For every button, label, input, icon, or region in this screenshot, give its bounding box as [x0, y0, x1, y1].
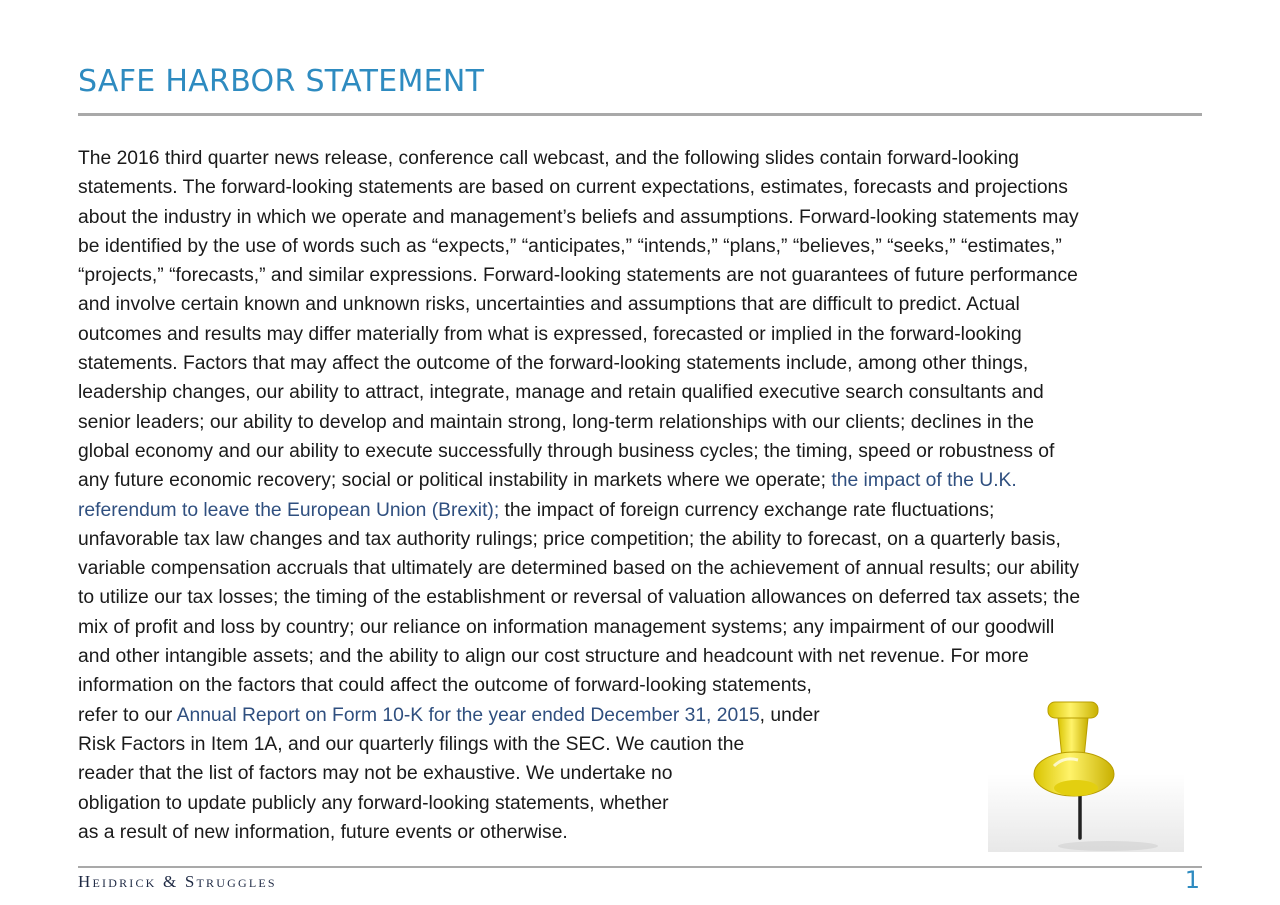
body-line: outcomes and results may differ materially from what is expressed, forecasted or implied in the forward-looking	[78, 323, 1022, 345]
body-line: global economy and our ability to execute successfully through business cycles; the timing, speed or robustness of	[78, 440, 1055, 462]
body-line: The 2016 third quarter news release, conference call webcast, and the following slides contain forward-looking	[78, 148, 1020, 169]
pushpin-image	[988, 696, 1184, 852]
title-divider	[78, 113, 1202, 116]
body-line: obligation to update publicly any forward-looking statements, whether	[78, 792, 669, 814]
body-line: as a result of new information, future events or otherwise.	[78, 821, 568, 843]
body-line: about the industry in which we operate and management’s beliefs and assumptions. Forward-looking statements may	[78, 206, 1079, 228]
body-line: statements. Factors that may affect the outcome of the forward-looking statements include, among other things,	[78, 353, 1029, 375]
company-logo: Heidrick & Struggles	[78, 872, 277, 891]
body-line: mix of profit and loss by country; our reliance on information management systems; any impairment of our goodwill	[78, 616, 1055, 638]
annual-report-link[interactable]: Annual Report on Form 10-K for the year ended December 31, 2015	[176, 704, 760, 726]
body-line	[78, 496, 1196, 525]
body-line: “projects,” “forecasts,” and similar expressions. Forward-looking statements are not guarantees of future performance	[78, 265, 1078, 287]
brexit-link-continued[interactable]: referendum to leave the European Union (Brexit);	[78, 499, 500, 521]
body-text-segment: , under	[759, 704, 820, 726]
body-line: variable compensation accruals that ultimately are determined based on the achievement of annual results; our ability	[78, 558, 1080, 580]
slide-title: SAFE HARBOR STATEMENT	[78, 64, 485, 99]
footer-divider	[78, 866, 1202, 868]
body-line: senior leaders; our ability to develop and maintain strong, long-term relationships with our clients; declines in the	[78, 411, 1035, 433]
body-line: leadership changes, our ability to attract, integrate, manage and retain qualified executive search consultants and	[78, 382, 1044, 404]
body-line: be identified by the use of words such as “expects,” “anticipates,” “intends,” “plans,” “believes,” “seeks,” “estimates,”	[78, 235, 1062, 257]
body-text-segment: the impact of foreign currency exchange rate fluctuations;	[499, 499, 995, 521]
body-line: information on the factors that could affect the outcome of forward-looking statements,	[78, 675, 812, 697]
body-line: to utilize our tax losses; the timing of the establishment or reversal of valuation allowances on deferred tax assets; the	[78, 587, 1081, 609]
body-text-segment: refer to our	[78, 704, 177, 726]
body-line: and involve certain known and unknown risks, uncertainties and assumptions that are difficult to predict. Actual	[78, 294, 1020, 316]
body-line: Risk Factors in Item 1A, and our quarterly filings with the SEC. We caution the	[78, 733, 745, 755]
body-line	[78, 466, 1196, 495]
body-line: and other intangible assets; and the ability to align our cost structure and headcount with net revenue. For more	[78, 646, 1029, 668]
page-number: 1	[1184, 866, 1200, 894]
body-text-segment: any future economic recovery; social or political instability in markets where we operate;	[78, 470, 832, 492]
body-line: reader that the list of factors may not be exhaustive. We undertake no	[78, 763, 673, 785]
brexit-link[interactable]: the impact of the U.K.	[831, 470, 1017, 492]
body-line: statements. The forward-looking statements are based on current expectations, estimates, forecasts and projections	[78, 177, 1068, 199]
body-line: unfavorable tax law changes and tax authority rulings; price competition; the ability to forecast, on a quarterly basis,	[78, 528, 1061, 550]
